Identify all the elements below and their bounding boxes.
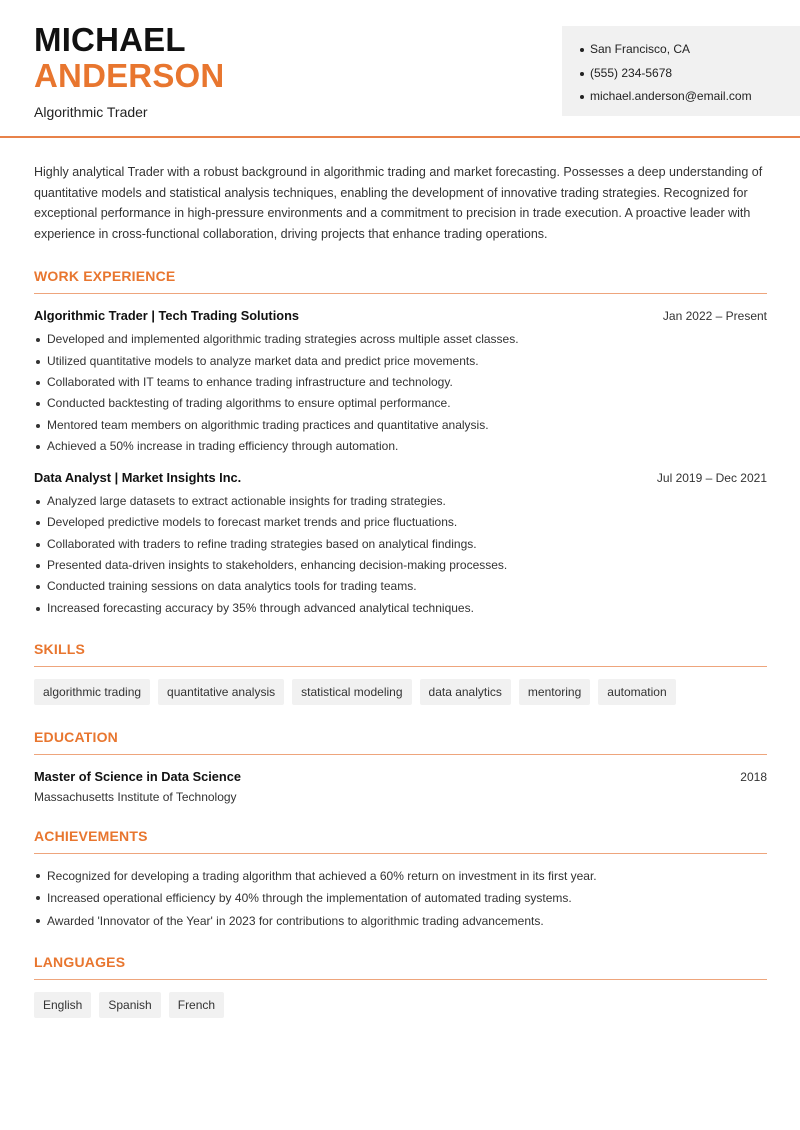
list-item: Increased operational efficiency by 40% through the implementation of automated trading systems. <box>34 887 767 910</box>
job-role: Algorithmic Trader | Tech Trading Solutions <box>34 308 299 324</box>
job-entry <box>34 308 767 457</box>
section-title-achievements: ACHIEVEMENTS <box>34 828 767 854</box>
section-title-work: WORK EXPERIENCE <box>34 268 767 294</box>
job-bullets <box>34 491 767 619</box>
skill-chip: statistical modeling <box>292 679 411 705</box>
achievements-section <box>34 828 767 933</box>
education-year: 2018 <box>740 769 767 784</box>
job-dates: Jul 2019 – Dec 2021 <box>656 471 767 486</box>
job-entry <box>34 470 767 619</box>
job-bullets <box>34 329 767 457</box>
education-degree: Master of Science in Data Science <box>34 768 241 784</box>
contact-list <box>562 26 800 109</box>
skill-chip: mentoring <box>519 679 590 705</box>
languages-chips <box>34 992 767 1018</box>
education-section <box>34 729 767 804</box>
education-entry <box>34 769 767 804</box>
list-item: Achieved a 50% increase in trading efficiency through automation. <box>34 436 767 457</box>
work-section <box>34 268 767 619</box>
list-item: Utilized quantitative models to analyze market data and predict price movements. <box>34 351 767 372</box>
list-item: Developed predictive models to forecast market trends and price fluctuations. <box>34 512 767 533</box>
job-head <box>34 470 767 485</box>
list-item: Awarded 'Innovator of the Year' in 2023 for contributions to algorithmic trading advancements. <box>34 910 767 933</box>
job-head <box>34 308 767 323</box>
resume-header <box>0 0 800 138</box>
contact-box <box>562 26 800 116</box>
language-chip: English <box>34 992 91 1018</box>
language-chip: Spanish <box>99 992 160 1018</box>
skill-chip: quantitative analysis <box>158 679 284 705</box>
list-item: Conducted backtesting of trading algorithms to ensure optimal performance. <box>34 393 767 414</box>
list-item: Conducted training sessions on data analytics tools for trading teams. <box>34 576 767 597</box>
list-item: Recognized for developing a trading algorithm that achieved a 60% return on investment in its first year. <box>34 865 767 888</box>
language-chip: French <box>169 992 224 1018</box>
list-item: Collaborated with IT teams to enhance trading infrastructure and technology. <box>34 372 767 393</box>
achievements-list <box>34 865 767 933</box>
list-item: Developed and implemented algorithmic trading strategies across multiple asset classes. <box>34 329 767 350</box>
list-item: Collaborated with traders to refine trading strategies based on analytical findings. <box>34 534 767 555</box>
contact-location: San Francisco, CA <box>580 38 800 62</box>
skills-section <box>34 641 767 705</box>
section-title-education: EDUCATION <box>34 729 767 755</box>
list-item: Increased forecasting accuracy by 35% through advanced analytical techniques. <box>34 598 767 619</box>
skills-chips <box>34 679 767 705</box>
education-school: Massachusetts Institute of Technology <box>34 789 237 804</box>
job-role: Data Analyst | Market Insights Inc. <box>34 470 242 486</box>
job-dates: Jan 2022 – Present <box>662 309 767 324</box>
last-name: ANDERSON <box>34 57 225 94</box>
contact-phone: (555) 234-5678 <box>580 62 800 86</box>
name-block <box>34 22 224 120</box>
list-item: Presented data-driven insights to stakeholders, enhancing decision-making processes. <box>34 555 767 576</box>
list-item: Analyzed large datasets to extract actionable insights for trading strategies. <box>34 491 767 512</box>
job-title: Algorithmic Trader <box>34 104 148 120</box>
skill-chip: data analytics <box>420 679 511 705</box>
resume-content <box>34 162 767 1018</box>
contact-email[interactable]: michael.anderson@email.com <box>580 85 800 109</box>
skill-chip: algorithmic trading <box>34 679 150 705</box>
first-name: MICHAEL <box>34 21 186 58</box>
list-item: Mentored team members on algorithmic trading practices and quantitative analysis. <box>34 415 767 436</box>
section-title-languages: LANGUAGES <box>34 954 767 980</box>
skill-chip: automation <box>598 679 675 705</box>
summary: Highly analytical Trader with a robust background in algorithmic trading and market forecasting. Possesses a deep understanding of quantitative models and statistical analysis techniques, enabling the development of innovative trading strategies. Recognized for exceptional performance in high-pressure environments and a commitment to precision in trade execution. A proactive leader with experience in cross-functional collaboration, driving projects that enhance trading operations. <box>34 165 763 241</box>
section-title-skills: SKILLS <box>34 641 767 667</box>
languages-section <box>34 954 767 1018</box>
education-head <box>34 769 767 784</box>
